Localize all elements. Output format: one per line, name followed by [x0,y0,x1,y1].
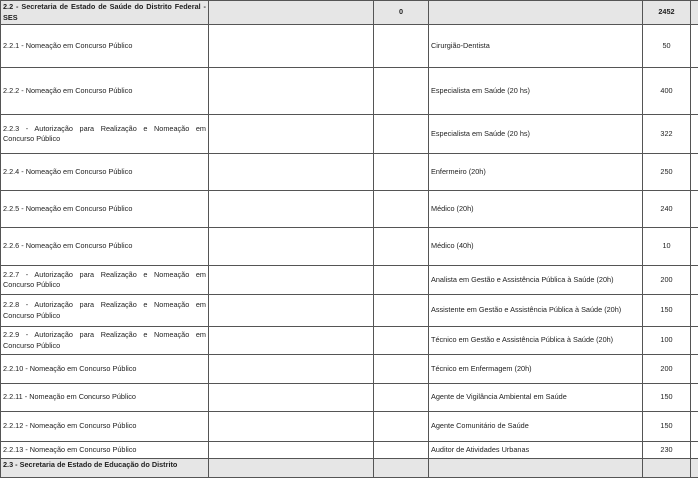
empty-cell [209,459,374,478]
row-item: 2.2.7 - Autorização para Realização e Nomeação em Concurso Público [1,266,209,295]
empty-cell [374,459,429,478]
table-row [1,228,698,266]
empty-cell [691,25,698,68]
next-section-title: 2.3 - Secretaria de Estado de Educação do Distrito [1,459,209,478]
section-header-row [1,1,698,25]
empty-cell [691,68,698,115]
row-quantity: 150 [643,384,691,412]
empty-cell [691,355,698,384]
empty-cell [374,154,429,191]
table-row [1,384,698,412]
row-item: 2.2.11 - Nomeação em Concurso Público [1,384,209,412]
empty-cell [209,68,374,115]
empty-cell [209,442,374,459]
row-quantity: 150 [643,412,691,442]
table-row [1,191,698,228]
row-item: 2.2.3 - Autorização para Realização e Nomeação em Concurso Público [1,115,209,154]
row-item: 2.2.5 - Nomeação em Concurso Público [1,191,209,228]
empty-cell [209,25,374,68]
table-row [1,412,698,442]
empty-cell [691,191,698,228]
table-row [1,295,698,327]
empty-cell [374,295,429,327]
section-title: 2.2 - Secretaria de Estado de Saúde do Distrito Federal - SES [1,1,209,25]
row-cargo: Agente de Vigilância Ambiental em Saúde [429,384,643,412]
row-item: 2.2.8 - Autorização para Realização e Nomeação em Concurso Público [1,295,209,327]
row-cargo: Médico (20h) [429,191,643,228]
row-quantity: 50 [643,25,691,68]
table-row [1,68,698,115]
row-item: 2.2.12 - Nomeação em Concurso Público [1,412,209,442]
empty-cell [374,191,429,228]
next-section-row [1,459,698,478]
empty-cell [374,355,429,384]
row-quantity: 10 [643,228,691,266]
row-item: 2.2.4 - Nomeação em Concurso Público [1,154,209,191]
row-quantity: 100 [643,327,691,355]
empty-cell [209,355,374,384]
section-col3-value: 0 [374,1,429,25]
row-cargo: Cirurgião-Dentista [429,25,643,68]
empty-cell [374,68,429,115]
row-quantity: 400 [643,68,691,115]
empty-cell [691,228,698,266]
empty-cell [374,266,429,295]
empty-cell [691,459,698,478]
table-row [1,266,698,295]
empty-cell [691,412,698,442]
empty-cell [691,384,698,412]
row-quantity: 322 [643,115,691,154]
row-item: 2.2.1 - Nomeação em Concurso Público [1,25,209,68]
table-row [1,355,698,384]
row-item: 2.2.10 - Nomeação em Concurso Público [1,355,209,384]
row-cargo: Médico (40h) [429,228,643,266]
empty-cell [429,459,643,478]
empty-cell [209,266,374,295]
empty-cell [209,115,374,154]
empty-cell [374,115,429,154]
row-cargo: Técnico em Gestão e Assistência Pública à Saúde (20h) [429,327,643,355]
empty-cell [691,115,698,154]
row-quantity: 200 [643,266,691,295]
empty-cell [691,327,698,355]
empty-cell [691,266,698,295]
table-row [1,25,698,68]
empty-cell [209,154,374,191]
empty-cell [691,442,698,459]
section-total: 2452 [643,1,691,25]
row-item: 2.2.9 - Autorização para Realização e Nomeação em Concurso Público [1,327,209,355]
row-cargo: Agente Comunitário de Saúde [429,412,643,442]
row-cargo: Auditor de Atividades Urbanas [429,442,643,459]
empty-cell [374,228,429,266]
row-item: 2.2.6 - Nomeação em Concurso Público [1,228,209,266]
empty-cell [209,295,374,327]
empty-cell [374,384,429,412]
row-cargo: Especialista em Saúde (20 hs) [429,115,643,154]
table-row [1,442,698,459]
empty-cell [209,327,374,355]
row-quantity: 240 [643,191,691,228]
row-quantity: 200 [643,355,691,384]
row-item: 2.2.13 - Nomeação em Concurso Público [1,442,209,459]
table-row [1,327,698,355]
row-cargo: Enfermeiro (20h) [429,154,643,191]
empty-cell [209,412,374,442]
empty-cell [691,154,698,191]
table-row [1,154,698,191]
row-quantity: 150 [643,295,691,327]
row-cargo: Assistente em Gestão e Assistência Pública à Saúde (20h) [429,295,643,327]
row-quantity: 250 [643,154,691,191]
row-item: 2.2.2 - Nomeação em Concurso Público [1,68,209,115]
empty-cell [209,191,374,228]
row-cargo: Técnico em Enfermagem (20h) [429,355,643,384]
row-cargo: Especialista em Saúde (20 hs) [429,68,643,115]
empty-cell [691,295,698,327]
empty-cell [643,459,691,478]
empty-cell [374,442,429,459]
row-quantity: 230 [643,442,691,459]
empty-cell [209,384,374,412]
empty-cell [374,25,429,68]
empty-cell [374,327,429,355]
empty-cell [209,228,374,266]
row-cargo: Analista em Gestão e Assistência Pública à Saúde (20h) [429,266,643,295]
empty-cell [374,412,429,442]
table-row [1,115,698,154]
